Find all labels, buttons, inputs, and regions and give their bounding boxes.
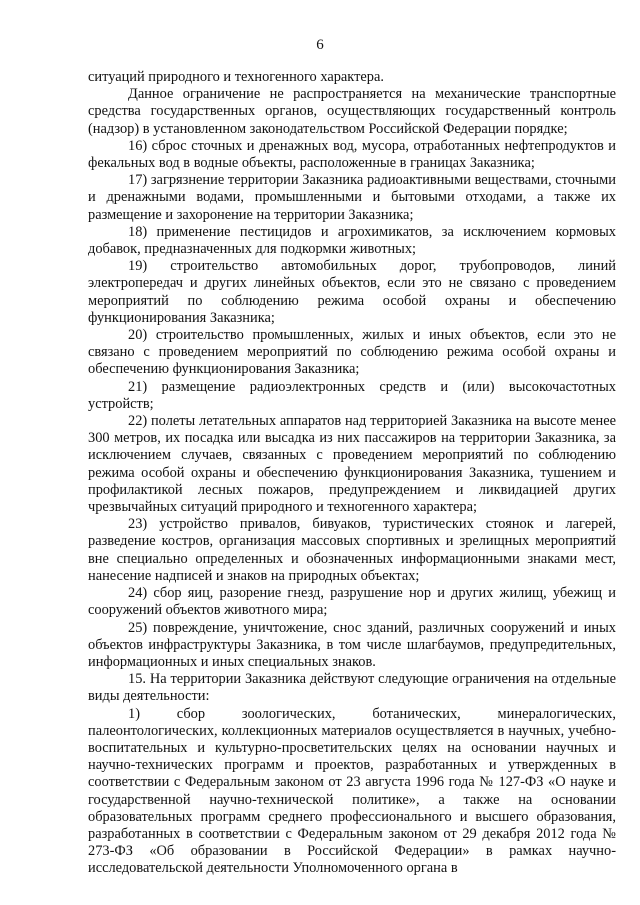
page-number: 6 [316,37,324,53]
paragraph: 1) сбор зоологических, ботанических, минералогических, палеонтологических, коллекционных материалов осуществляется в научных, учебно-воспитательных и культурно-просветительских целях на основании научных и научно-технических программ и проектов, разработанных и утвержденных в соответствии с Федеральным законом от 23 августа 1996 года № 127-ФЗ «О науке и государственной научно-технической политике», а также на основании образовательных программ среднего профессионального и высшего образования, разработанных в соответствии с Федеральным законом от 29 декабря 2012 года № 273-ФЗ «Об образовании в Российской Федерации» в рамках научно-исследовательской деятельности Уполномоченного органа в [88,705,616,877]
paragraph: 20) строительство промышленных, жилых и иных объектов, если это не связано с проведением мероприятий по соблюдению режима особой охраны и обеспечению функционирования Заказника; [88,327,616,378]
paragraph: ситуаций природного и техногенного характера. [88,69,384,85]
paragraph: 18) применение пестицидов и агрохимикатов, за исключением кормовых добавок, предназначенных для подкормки животных; [88,223,616,258]
paragraph: 16) сброс сточных и дренажных вод, мусора, отработанных нефтепродуктов и фекальных вод в водные объекты, расположенные в границах Заказника; [88,137,616,172]
paragraph: 25) повреждение, уничтожение, снос зданий, различных сооружений и иных объектов инфраструктуры Заказника, в том числе шлагбаумов, предупредительных, информационных и иных специальных знаков. [88,619,616,670]
paragraph: 24) сбор яиц, разорение гнезд, разрушение нор и других жилищ, убежищ и сооружений объектов животного мира; [88,585,616,619]
paragraph: 22) полеты летательных аппаратов над территорией Заказника на высоте менее 300 метров, их посадка или высадка из них пассажиров на территории Заказника, за исключением случаев, связанных с проведением мероприятий по соблюдению режима особой охраны и обеспечению функционирования Заказника, тушением и профилактикой лесных пожаров, предупреждением и ликвидацией других чрезвычайных ситуаций природного и техногенного характера; [88,413,616,516]
paragraph: Данное ограничение не распространяется на механические транспортные средства государственных органов, осуществляющих государственный контроль (надзор) в установленном законодательством Российской Федерации порядке; [88,86,616,137]
body-text [88,69,616,878]
paragraph: 23) устройство привалов, бивуаков, туристических стоянок и лагерей, разведение костров, организация массовых спортивных и зрелищных мероприятий вне специально определенных и обозначенных информационными знаками мест, нанесение надписей и знаков на природных объектах; [88,516,616,584]
paragraph: 19) строительство автомобильных дорог, трубопроводов, линий электропередач и других линейных объектов, если это не связано с проведением мероприятий по соблюдению режима особой охраны и обеспечению функционирования Заказника; [88,258,616,326]
paragraph: 17) загрязнение территории Заказника радиоактивными веществами, сточными и дренажными водами, промышленными и бытовыми отходами, а также их размещение и захоронение на территории Заказника; [88,172,616,223]
paragraph: 15. На территории Заказника действуют следующие ограничения на отдельные виды деятельности: [88,671,616,705]
paragraph: 21) размещение радиоэлектронных средств и (или) высокочастотных устройств; [88,378,616,412]
